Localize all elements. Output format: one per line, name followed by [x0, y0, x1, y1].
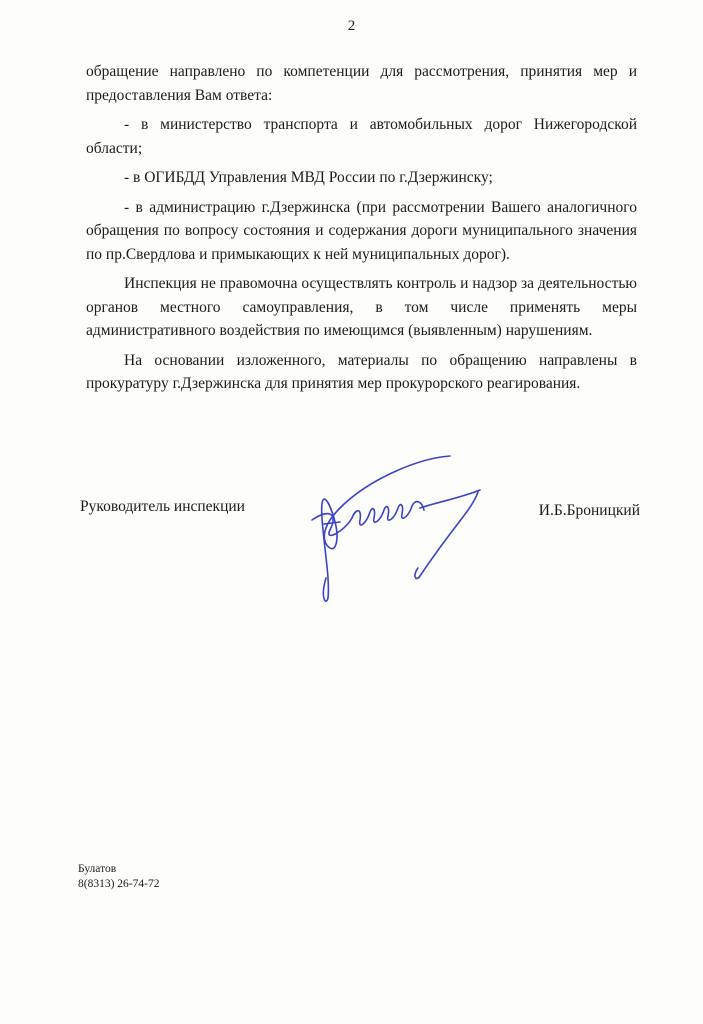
- page-number: 2: [347, 18, 356, 34]
- paragraph-traffic-police: - в ОГИБДД Управления МВД России по г.Дзержинску;: [124, 169, 493, 186]
- paragraph-ministry: - в министерство транспорта и автомобильных дорог Нижегородской области;: [86, 116, 637, 157]
- executor-name: Булатов: [78, 863, 117, 875]
- handwritten-signature: [300, 448, 510, 608]
- paragraph-inspection-authority: Инспекция не правомочна осуществлять контроль и надзор за деятельностью органов местного самоуправления, в том числе применять меры административного воздействия по имеющимся (выявленным) нарушениям.: [86, 275, 637, 339]
- signatory-name: И.Б.Броницкий: [538, 502, 640, 519]
- paragraph-administration: - в администрацию г.Дзержинска (при рассмотрении Вашего аналогичного обращения по вопросу состояния и содержания дороги муниципального значения по пр.Свердлова и примыкающих к ней муниципальных дорог).: [86, 198, 637, 263]
- letter-body: [86, 60, 637, 402]
- signatory-position: Руководитель инспекции: [80, 498, 245, 515]
- executor-block: [78, 862, 159, 892]
- signature-row: [80, 498, 640, 522]
- paragraph-referral-intro: обращение направлено по компетенции для рассмотрения, принятия мер и предоставления Вам ответа:: [86, 63, 637, 104]
- paragraph-prosecutor-referral: На основании изложенного, материалы по обращению направлены в прокуратуру г.Дзержинска для принятия мер прокурорского реагирования.: [86, 351, 637, 392]
- executor-phone: 8(8313) 26-74-72: [78, 878, 160, 890]
